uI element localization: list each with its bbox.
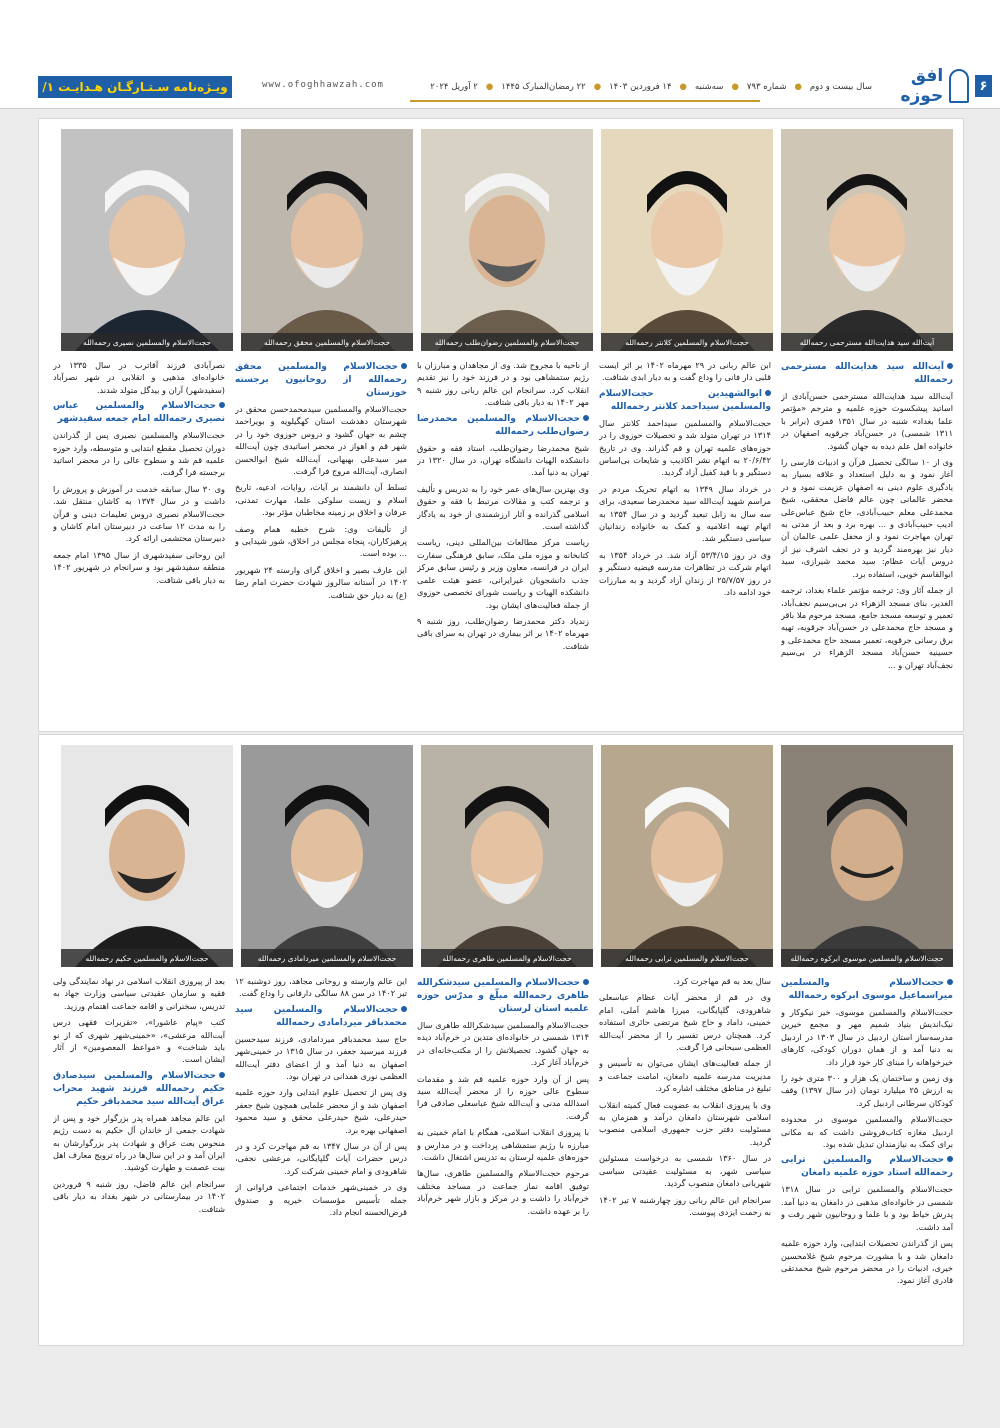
article-heading (599, 388, 771, 414)
paragraph: پس از آن وارد حوزه علمیه قم شد و مقدمات سطوح عالی حوزه را از محضر آیت‌الله سید اسدالله مدنی و آیت‌الله شیخ عباسعلی صادقی فرا گرفت. (417, 1073, 589, 1121)
paragraph: بعد از پیروزی انقلاب اسلامی در نهاد نمایندگی ولی فقیه و سازمان عقیدتی سیاسی وزارت جهاد به تدریس، سخنرانی و اقامه جماعت اهتمام ورزید. (53, 976, 225, 1011)
paragraph: با پیروزی انقلاب اسلامی، همگام با امام خمینی به مبارزه با رژیم ستمشاهی پرداخت و در مدارس و حوزه‌های علمیه لرستان به تدریس اشتغال داشت. (417, 1127, 589, 1163)
article-column (235, 359, 407, 719)
portrait[interactable] (601, 745, 773, 967)
paragraph: شیخ محمدرضا رضوان‌طلب، استاد فقه و حقوق دانشکده الهیات دانشگاه تهران، در سال ۱۳۲۰ در تهران به دنیا آمد. (417, 442, 589, 478)
paragraph: حجت‌الاسلام والمسلمین نصیری پس از گذراندن دوران تحصیل مقطع ابتدایی و متوسطه، وارد حوزه علمیه قم شد و سطوح عالی را در محضر اساتید برجسته فرا گرفت. (53, 430, 225, 478)
article-heading (781, 1154, 953, 1180)
article-heading-text: ابوالشهیدین حجت‌الاسلام والمسلمین سیداحمد کلانتر رحمه‌الله (599, 388, 771, 412)
article-column (417, 359, 589, 719)
article-column (53, 359, 225, 719)
article-heading-text: حجت‌الاسلام والمسلمین محمدرضا رضوان‌طلب رحمه‌الله (417, 413, 589, 437)
paragraph: وی با پیروزی انقلاب به عضویت فعال کمیته انقلاب اسلامی شهرستان دامغان درآمد و همزمان به مسئولیت دفتر حزب جمهوری اسلامی منصوب گردید. (599, 1099, 771, 1147)
article-heading-text: حجت‌الاسلام والمسلمین عباس نصیری رحمه‌الله امام جمعه سفیدشهر (53, 401, 225, 425)
article-column (235, 975, 407, 1335)
paragraph: سال بعد به قم مهاجرت کرد. (673, 976, 771, 986)
article-columns (51, 975, 953, 1335)
portrait[interactable] (241, 129, 413, 351)
paragraph: وی ۳۰ سال سابقه خدمت در آموزش و پرورش را داشت و در سال ۱۳۷۴ به کاشان منتقل شد. حجت‌الاسلام نصیری دروس تعلیمات دینی و قرآن را به مدت ۱۲ ساعت در دبیرستان امام کاشان و دبیرستان محتشمی ارائه کرد. (53, 483, 225, 544)
person-portrait-icon (241, 129, 413, 351)
paragraph: حجت‌الاسلام والمسلمین سیداحمد کلانتر سال ۱۳۱۴ در تهران متولد شد و تحصیلات حوزوی را در حوزه‌های علمیه تهران و قم گذراند. وی در تاریخ ۲۰/۶/۴۲ به اتهام نشر اکاذیب و شایعات بی‌اساس دستگیر و با قید کفیل آزاد گردید. (599, 417, 771, 478)
paragraph: این عالم وارسته و روحانی مجاهد، روز دوشنبه ۱۲ تیر ۱۴۰۲ در سن ۸۸ سالگی دارفانی را وداع گفت. (235, 976, 407, 999)
portrait[interactable] (61, 745, 233, 967)
portrait[interactable] (421, 745, 593, 967)
article-heading (781, 977, 953, 1003)
article-heading (53, 1070, 225, 1109)
separator-dot: ● (731, 82, 739, 92)
portrait[interactable] (601, 129, 773, 351)
paragraph: وی در روز ۵۳/۴/۱۵ آزاد شد. در خرداد ۱۳۵۴ به اتهام شرکت در تظاهرات مدرسه فیضیه دستگیر و در روز ۲۵/۷/۵۷ از زندان آزاد گردید و به مبارزات خود ادامه داد. (599, 549, 771, 598)
separator-dot: ● (485, 82, 494, 92)
paragraph: این عارف بصیر و اخلاق گرای وارسته ۲۴ شهریور ۱۴۰۲ در آستانه سالروز شهادت حضرت امام رضا (ع) به دیار حق شتافت. (235, 564, 407, 600)
person-portrait-icon (241, 745, 413, 967)
paragraph: سرانجام این عالم ربانی روز چهارشنبه ۷ تیر ۱۴۰۲ به رحمت ایزدی پیوست. (599, 1194, 771, 1217)
article-column (53, 975, 225, 1335)
paragraph: حجت‌الاسلام والمسلمین موسوی در محدوده اردبیل مغازه کتاب‌فروشی داشت که به مکانی برای کمک به نیازمندان تبدیل شده بود. (781, 1114, 953, 1150)
paragraph: از ناحیه با مجروح شد. وی از مجاهدان و مبارزان با رژیم ستمشاهی بود و در فرزند خود را نیز تقدیم انقلاب کرد. سرانجام این عالم ربانی روز شنبه ۹ مهر ۱۴۰۲ به دیار باقی شتافت. (417, 360, 589, 408)
article-heading (781, 361, 953, 387)
masthead-logo[interactable] (880, 66, 992, 106)
paragraph: کتب «پیام عاشورا»، «تقریرات فقهی درس آیت‌الله مرعشی»، «خمینی‌شهر شهری که از نو باید شناخت» و «مواعظ المعصومین» از آثار ایشان است. (53, 1017, 225, 1065)
bullet-icon (401, 1006, 407, 1012)
top-section (38, 118, 964, 732)
issue-year: سال بیست و دوم (809, 82, 872, 92)
paragraph: در خرداد سال ۱۳۴۹ به اتهام تحریک مردم در مراسم شهید آیت‌الله سید محمدرضا سعیدی، برای سه سال به زابل تبعید گردید و در سال ۱۳۵۴ به اتهام تهیه اعلامیه و کمک به خانواده زندانیان سیاسی دستگیر شد. (599, 483, 771, 544)
article-heading (417, 977, 589, 1016)
person-portrait-icon (421, 745, 593, 967)
paragraph: حجت‌الاسلام والمسلمین ترابی در سال ۱۳۱۸ شمسی در خانواده‌ای مذهبی در دامغان به دنیا آمد. پدرش خیاط بود و با علما و روحانیون شهر رفت و آمد داشت. (781, 1184, 953, 1232)
person-portrait-icon (781, 129, 953, 351)
portrait-caption: آیت‌الله سید هدایت‌الله مسترحمی رحمه‌الله (781, 333, 953, 351)
issue-weekday: سه‌شنبه (694, 82, 724, 92)
portrait-caption: حجت‌الاسلام والمسلمین میردامادی رحمه‌الله (241, 949, 413, 967)
person-portrait-icon (61, 129, 233, 351)
bullet-icon (583, 415, 589, 421)
article-column (599, 359, 771, 719)
paragraph: تسلط آن دانشمند بر آیات، روایات، ادعیه، تاریخ اسلام و زیست سلوکی علما، مهارت تمدنی، عرفان و اخلاق بر زمینه مخاطبان مؤثر بود. (235, 482, 407, 518)
special-issue-title: ویـژه‌نامه سـتـارگـان هـدایـت ۱/ (38, 76, 232, 98)
bottom-section (38, 734, 964, 1346)
paragraph: آیت‌الله سید هدایت‌الله مسترحمی حسن‌آبادی از اساتید پیشکسوت حوزه علمیه و مترجم «مؤتمر علما بغداد» شنبه در سال ۱۳۵۱ قمری (برابر با ۱۳۱۱ شمسی) در حسن‌آباد جرقویه اصفهان در خانواده اهل علم دیده به جهان گشود. (781, 391, 953, 451)
divider (410, 100, 760, 102)
bullet-icon (219, 1072, 225, 1078)
issue-date-gregorian: ۲ آوریل ۲۰۲۴ (430, 82, 478, 92)
paragraph: وی در خمینی‌شهر خدمات اجتماعی فراوانی از جمله تأسیس مؤسسات خیریه و صندوق قرض‌الحسنه انجام داد. (235, 1182, 407, 1218)
portrait-caption: حجت‌الاسلام والمسلمین موسوی ابرکوه رحمه‌الله (781, 949, 953, 967)
paragraph: وی زمین و ساختمان یک هزار و ۳۰۰ متری خود را به ارزش ۲۵ میلیارد تومان (در سال ۱۳۹۷) وقف کودکان سرطانی اردبیل کرد. (781, 1073, 953, 1108)
article-column (599, 975, 771, 1335)
paragraph: نصرآبادی فرزند آقاترب در سال ۱۳۳۵ در خانواده‌ای مذهبی و انقلابی در شهر نصرآباد (سفیدشهر) آران و بیدگل متولد شدند. (53, 360, 225, 395)
paragraph: از تألیفات وی: شرح خطبه همام وصف پرهیزکاران، پنجاه مجلس در اخلاق، شور شیدایی و ... بوده است. (235, 523, 407, 559)
person-portrait-icon (421, 129, 593, 351)
paragraph: پس از گذراندن تحصیلات ابتدایی، وارد حوزه علمیه دامغان شد و با مشورت مرحوم شیخ غلامحسین خیری، ادبیات را در محضر مرحوم شیخ محمدتقی قادری آغاز نمود. (781, 1238, 953, 1286)
bullet-icon (765, 390, 771, 396)
article-column (781, 359, 953, 719)
logo-text: افق حوزه (900, 66, 944, 106)
paragraph: مرحوم حجت‌الاسلام والمسلمین طاهری، سال‌ها توفیق اقامه نماز جماعت در مساجد مختلف خرم‌آباد را داشت و در مرکز و بازار شهر خرم‌آباد را بر عهده داشت. (417, 1168, 589, 1216)
portrait-row (51, 745, 953, 967)
paragraph: ابن عالم ربانی در ۲۹ مهرماه ۱۴۰۲ بر اثر ایست قلبی دار فانی را وداع گفت و به دیار ابدی شتافت. (599, 360, 771, 383)
issue-date-solar: ۱۴ فروردین ۱۴۰۳ (609, 82, 672, 92)
portrait-caption: حجت‌الاسلام والمسلمین رضوان‌طلب رحمه‌الله (421, 333, 593, 351)
logo-dome-icon (949, 69, 969, 103)
paragraph: سرانجام این عالم فاضل، روز شنبه ۹ فروردین ۱۴۰۲ در بیمارستانی در شهر بغداد به دیار باقی شتافت. (53, 1178, 225, 1214)
issue-date-lunar: ۲۲ رمضان‌المبارک ۱۴۴۵ (501, 82, 586, 92)
issue-number: شماره ۷۹۳ (746, 82, 787, 92)
article-columns (51, 359, 953, 719)
paragraph: زندیاد دکتر محمدرضا رضوان‌طلب، روز شنبه ۹ مهرماه ۱۴۰۲ بر اثر بیماری در تهران به سرای باقی شتافت. (417, 615, 589, 651)
paragraph: حاج سید محمدباقر میردامادی، فرزند سیدحسین فرزند میرسید جعفر، در سال ۱۳۱۵ در خمینی‌شهر اصفهان به دنیا آمد و از اعضای دفتر آیت‌الله العظمی نوری همدانی در تهران بود. (235, 1033, 407, 1082)
separator-dot: ● (593, 82, 602, 92)
bullet-icon (401, 363, 407, 369)
portrait[interactable] (421, 129, 593, 351)
bullet-icon (219, 402, 225, 408)
person-portrait-icon (61, 745, 233, 967)
paragraph: حجت‌الاسلام والمسلمین سیدمحمدحسن محقق در شهرستان دهدشت استان کهگیلویه و بویراحمد چشم به جهان گشود و دروس حوزوی خود را در شهر قم و اهواز در محضر اساتیدی چون آیت‌الله میر سیدعلی بهبهانی، آیت‌الله شیخ ابوالحسن انصاری، آیت‌الله مروج فرا گرفت. (235, 404, 407, 477)
article-heading-text: حجت‌الاسلام والمسلمین ترابی رحمه‌الله استاد حوزه علمیه دامغان (781, 1155, 953, 1179)
paragraph: از جمله آثار وی: ترجمه مؤتمر علماء بغداد، ترجمه الغدیر، بنای مسجد الزهراء در بی‌بی‌سیم نجف‌آباد، تعمیر و توسعه مسجد جامع، مسجد مرحوم ملا باقر و مسجد حاج محمدعلی در حسن‌آباد جرقویه، تهیه برق رسانی جرقویه، تعمیر مسجد حاج محمدعلی و حسینیه حسن‌آباد مسجد الزهراء در بی‌سیم نجف‌آباد تهران و ... (781, 585, 953, 670)
portrait-caption: حجت‌الاسلام والمسلمین ترابی رحمه‌الله (601, 949, 773, 967)
article-heading-text: حجت‌الاسلام والمسلمین سیدصادق حکیم رحمه‌الله فرزند شهید محراب عراق آیت‌الله سید محمدباقر حکیم (53, 1070, 225, 1107)
paragraph: حجت‌الاسلام والمسلمین موسوی، خیر نیکوکار و نیک‌اندیش بنیاد شمیم مهر و مجمع خیرین مدرسه‌ساز استان اردبیل در سال ۱۳۰۳ در اردبیل به دنیا آمد و از همان دوران کودکی، کارهای خیرخواهانه را مبنای کار خود قرار داد. (781, 1007, 953, 1067)
article-heading (235, 361, 407, 400)
article-heading-text: حجت‌الاسلام والمسلمین سیدشکرالله طاهری رحمه‌الله مبلّغ و مدرّس حوزه علمیه استان لرستان (417, 978, 589, 1014)
article-heading-text: حجت‌الاسلام والمسلمین محقق رحمه‌الله از روحانیون برجسته خوزستان (235, 362, 407, 398)
portrait-caption: حجت‌الاسلام والمسلمین طاهری رحمه‌الله (421, 949, 593, 967)
bullet-icon (947, 979, 953, 985)
page-number: ۶ (975, 75, 992, 97)
person-portrait-icon (601, 129, 773, 351)
separator-dot: ● (794, 82, 802, 92)
page-header (0, 0, 1000, 109)
portrait-caption: حجت‌الاسلام والمسلمین کلانتر رحمه‌الله (601, 333, 773, 351)
bullet-icon (947, 1156, 953, 1162)
portrait-caption: حجت‌الاسلام والمسلمین نصیری رحمه‌الله (61, 333, 233, 351)
portrait[interactable] (781, 745, 953, 967)
paragraph: حجت‌الاسلام والمسلمین سیدشکرالله طاهری سال ۱۳۱۴ شمسی در خانواده‌ای متدین در خرم‌آباد دیده به جهان گشود. تحصیلاتش را از مکتب‌خانه‌ای در خرم‌آباد آغاز کرد. (417, 1020, 589, 1068)
paragraph: پس از آن در سال ۱۳۴۷ به قم مهاجرت کرد و در درس حضرات آیات گلپایگانی، مرعشی نجفی، شاهرودی و امام خمینی شرکت کرد. (235, 1141, 407, 1176)
paragraph: وی در قم از محضر آیات عظام عباسعلی شاهرودی، گلپایگانی، میرزا هاشم آملی، امام خمینی، داماد و حاج شیخ مرتضی حائری استفاده کرد. همچنان درس تفسیر را از محضر آیت‌الله العظمی سبحانی فرا گرفت. (599, 992, 771, 1053)
article-heading (53, 400, 225, 426)
article-heading (235, 1004, 407, 1030)
portrait-caption: حجت‌الاسلام والمسلمین محقق رحمه‌الله (241, 333, 413, 351)
issue-info (430, 78, 872, 96)
bullet-icon (947, 363, 953, 369)
portrait[interactable] (61, 129, 233, 351)
article-heading-text: حجت‌الاسلام والمسلمین سید محمدباقر میردامادی رحمه‌الله (235, 1004, 407, 1028)
paragraph: در سال ۱۳۶۰ شمسی به درخواست مسئولین سیاسی شهر، به مسئولیت عقیدتی سیاسی شهربانی دامغان منصوب گردید. (599, 1153, 771, 1189)
person-portrait-icon (781, 745, 953, 967)
article-column (417, 975, 589, 1335)
portrait-caption: حجت‌الاسلام والمسلمین حکیم رحمه‌الله (61, 949, 233, 967)
portrait-row (51, 129, 953, 351)
portrait[interactable] (241, 745, 413, 967)
paragraph: وی از ۱۰ سالگی تحصیل قرآن و ادبیات فارسی را آغاز نمود و به دلیل استعداد و علاقه بسیار به یادگیری علوم دینی به اصفهان عزیمت نمود و در محضر عالمانی چون عالم فاضل محققی، شیخ محمدعلی معلم حبیب‌آبادی، حاج شیخ عباس‌علی ادیب حبیب‌آبادی و ... بهره برد و بعد از مدتی به تهران مهاجرت نمود و از محفل علمی عالمان آن دیار نیز بهره‌مند گردید و در نجف اشرف نیز از دروس آیات عظام: سید محمد شیرازی، سید ابوالقاسم خویی، استفاده برد. (781, 457, 953, 579)
paragraph: این عالم مجاهد همراه پدر بزرگوار خود و پس از شهادت جمعی از خاندان آل حکیم به دست رژیم منحوس بعث عراق و شهادت پدر بزرگوارشان به ایران آمد و در این سال‌ها در راه ترویج معارف اهل بیت عصمت و طهارت کوشید. (53, 1112, 225, 1173)
bullet-icon (583, 979, 589, 985)
article-heading (417, 413, 589, 439)
article-column (781, 975, 953, 1335)
person-portrait-icon (601, 745, 773, 967)
portrait[interactable] (781, 129, 953, 351)
paragraph: این روحانی سفیدشهری از سال ۱۳۹۵ امام جمعه منطقه سفیدشهر بود و سرانجام در شهریور ۱۴۰۲ به دیار باقی شتافت. (53, 549, 225, 585)
paragraph: وی بهترین سال‌های عمر خود را به تدریس و تألیف و ترجمه کتب و مقالات مرتبط با فقه و حقوق اسلامی گذرانده و آثار ارزشمندی از خود به یادگار گذاشته است. (417, 483, 589, 532)
separator-dot: ● (679, 82, 687, 92)
article-heading-text: حجت‌الاسلام والمسلمین میراسماعیل موسوی ابرکوه رحمه‌الله (781, 978, 953, 1001)
paragraph: وی پس از تحصیل علوم ابتدایی وارد حوزه علمیه اصفهان شد و از محضر علمایی همچون شیخ جعفر حیدرعلی، شیخ حیدرعلی محقق و سید محمود اصفهانی بهره برد. (235, 1087, 407, 1135)
site-link[interactable]: www.ofoghhawzah.com (262, 80, 384, 90)
paragraph: از جمله فعالیت‌های ایشان می‌توان به تأسیس و مدیریت مدرسه علمیه دامغان، امامت جماعت و تبلیغ در مناطق مختلف اشاره کرد. (599, 1058, 771, 1094)
paragraph: ریاست مرکز مطالعات بین‌المللی دینی، ریاست کتابخانه و موزه ملی ملک، سابق فرهنگی سفارت ایران در فرانسه، معاون وزیر و رئیس سابق مرکز جذب دانشجویان غیرایرانی، عضو هیئت علمی دانشکده الهیات و ریاست شورای تخصصی حوزوی از جمله فعالیت‌های ایشان بود. (417, 537, 589, 610)
article-heading-text: آیت‌الله سید هدایت‌الله مسترحمی رحمه‌الله (781, 362, 953, 385)
